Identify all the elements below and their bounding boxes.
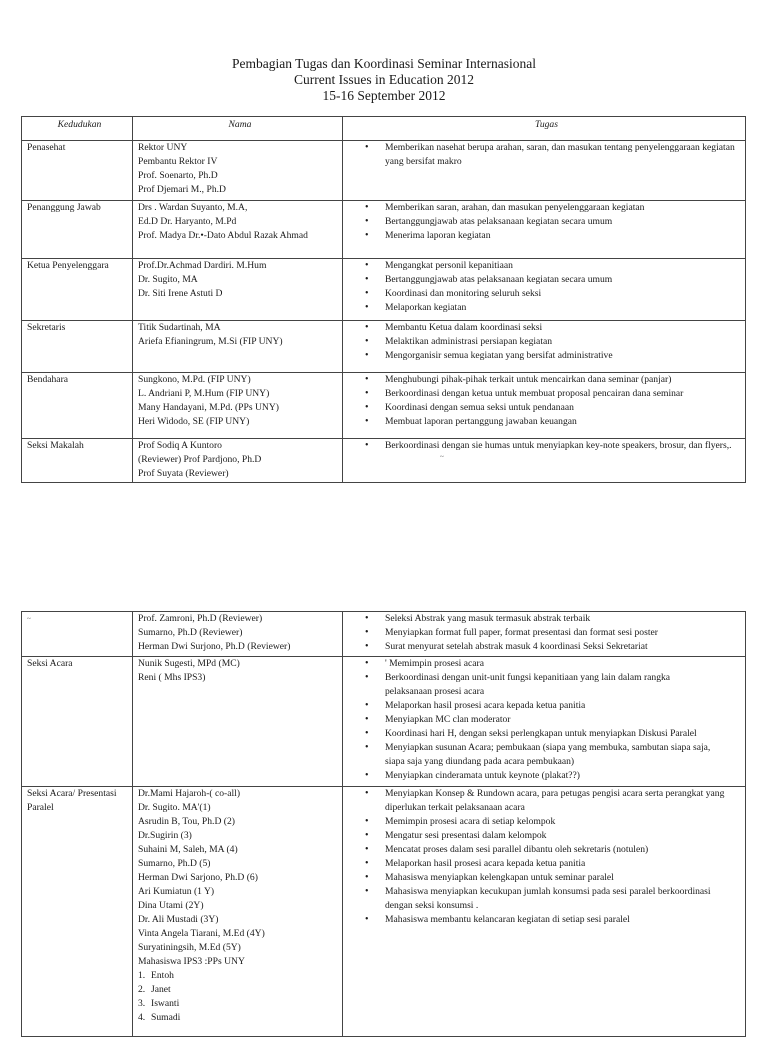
tugas-item: • Membuat laporan pertanggung jawaban keuangan bbox=[348, 415, 745, 429]
row-tugas bbox=[343, 321, 746, 373]
list-item: 4. Sumadi bbox=[138, 1012, 181, 1023]
tugas-item: • Koordinasi dengan semua seksi untuk pendanaan bbox=[348, 401, 745, 415]
tugas-item: • Surat menyurat setelah abstrak masuk 4 koordinasi Seksi Sekretariat bbox=[348, 640, 745, 654]
nama-line: Drs . Wardan Suyanto, M.A, bbox=[138, 202, 248, 213]
tugas-item: • Mahasiswa membantu kelancaran kegiatan di setiap sesi paralel bbox=[348, 913, 745, 927]
nama-line: Pembantu Rektor IV bbox=[138, 156, 218, 167]
row-tugas bbox=[343, 787, 746, 1037]
row-tugas bbox=[343, 141, 746, 201]
nama-line: Prof Sodiq A Kuntoro bbox=[138, 440, 222, 451]
nama-line: Dr. Sugito, MA bbox=[138, 274, 198, 285]
tugas-item: • Menyiapkan format full paper, format presentasi dan format sesi poster bbox=[348, 626, 745, 640]
table-row bbox=[22, 657, 746, 787]
doc-title-line2: Current Issues in Education 2012 bbox=[294, 72, 474, 87]
nama-line: Rektor UNY bbox=[138, 142, 188, 153]
row-nama bbox=[133, 612, 343, 657]
row-kedudukan: Seksi Acara bbox=[22, 657, 133, 787]
tugas-item: • Mahasiswa menyiapkan kecukupan jumlah konsumsi pada sesi paralel berkoordinasi dengan seksi konsumsi . bbox=[348, 885, 715, 913]
nama-line: Titik Sudartinah, MA bbox=[138, 322, 221, 333]
tugas-item: • Menyiapkan cinderamata untuk keynote (plakat??) bbox=[348, 769, 745, 783]
nama-line: Ed.D Dr. Haryanto, M.Pd bbox=[138, 216, 237, 227]
nama-line: Mahasiswa IPS3 :PPs UNY bbox=[138, 956, 245, 967]
row-kedudukan: Sekretaris bbox=[22, 321, 133, 373]
scan-mark: ~ bbox=[27, 615, 31, 623]
doc-title-line1: Pembagian Tugas dan Koordinasi Seminar Internasional bbox=[231, 56, 537, 71]
row-nama bbox=[133, 141, 343, 201]
tugas-item: • Melaktikan administrasi persiapan kegiatan bbox=[348, 335, 745, 349]
tugas-item: • Seleksi Abstrak yang masuk termasuk abstrak terbaik bbox=[348, 612, 745, 626]
row-nama bbox=[133, 259, 343, 321]
row-kedudukan: Ketua Penyelenggara bbox=[22, 259, 133, 321]
row-kedudukan bbox=[22, 612, 133, 657]
table-row bbox=[22, 201, 746, 259]
tugas-item: • Berkoordinasi dengan ketua untuk membuat proposal pencairan dana seminar bbox=[348, 387, 745, 401]
duty-table-2 bbox=[21, 611, 746, 1037]
tugas-item: • Memberikan saran, arahan, dan masukan penyelenggaraan kegiatan bbox=[348, 201, 745, 215]
nama-line: Dina Utami (2Y) bbox=[138, 900, 204, 911]
row-nama bbox=[133, 439, 343, 483]
tugas-item: • Menyiapkan MC clan moderator bbox=[348, 713, 745, 727]
row-nama bbox=[133, 373, 343, 439]
nama-line: Suhaini M, Saleh, MA (4) bbox=[138, 844, 238, 855]
nama-line: Vinta Angela Tiarani, M.Ed (4Y) bbox=[138, 928, 265, 939]
tugas-item: • Berkoordinasi dengan sie humas untuk menyiapkan key-note speakers, brosur, dan flyers,. bbox=[348, 439, 735, 453]
row-tugas bbox=[343, 201, 746, 259]
tugas-item: • Menyiapkan susunan Acara; pembukaan (siapa yang membuka, sambutan siapa saja, siapa saja yang diundang pada acara pembukaan) bbox=[348, 741, 715, 769]
tugas-item: • ' Memimpin prosesi acara bbox=[348, 657, 745, 671]
nama-line: Prof.Dr.Achmad Dardiri. M.Hum bbox=[138, 260, 267, 271]
list-item: 3. Iswanti bbox=[138, 998, 180, 1009]
tugas-item: • Menyiapkan Konsep & Rundown acara, para petugas pengisi acara serta perangkat yang diperlukan terkait pelaksanaan acara bbox=[348, 787, 725, 815]
row-kedudukan: Seksi Acara/ Presentasi Paralel bbox=[22, 787, 133, 1037]
header-nama: Nama bbox=[133, 117, 343, 141]
row-tugas bbox=[343, 657, 746, 787]
student-list bbox=[138, 969, 342, 1025]
tugas-item: • Berkoordinasi dengan unit-unit fungsi kepanitiaan yang lain dalam rangka pelaksanaan prosesi acara bbox=[348, 671, 715, 699]
tugas-item: • Mencatat proses dalam sesi parallel dibantu oleh sekretaris (notulen) bbox=[348, 843, 745, 857]
tugas-item: • Mengatur sesi presentasi dalam kelompok bbox=[348, 829, 745, 843]
doc-title-line3: 15-16 September 2012 bbox=[322, 88, 446, 103]
nama-line: Herman Dwi Sarjono, Ph.D (6) bbox=[138, 872, 258, 883]
tugas-item: • Membantu Ketua dalam koordinasi seksi bbox=[348, 321, 745, 335]
tugas-item: • Menerima laporan kegiatan bbox=[348, 229, 745, 243]
row-tugas bbox=[343, 612, 746, 657]
nama-line: Herman Dwi Surjono, Ph.D (Reviewer) bbox=[138, 641, 291, 652]
table-row bbox=[22, 141, 746, 201]
tugas-item: • Koordinasi dan monitoring seluruh seksi bbox=[348, 287, 745, 301]
nama-line: Dr. Siti Irene Astuti D bbox=[138, 288, 223, 299]
row-kedudukan: Seksi Makalah bbox=[22, 439, 133, 483]
list-item: 1. Entoh bbox=[138, 970, 174, 981]
nama-line: Nunik Sugesti, MPd (MC) bbox=[138, 658, 240, 669]
table-row bbox=[22, 373, 746, 439]
tugas-item: • Memberikan nasehat berupa arahan, saran, dan masukan tentang penyelenggaraan kegiatan yang bersifat makro bbox=[348, 141, 735, 169]
tugas-item: • Memimpin prosesi acara di setiap kelompok bbox=[348, 815, 745, 829]
tugas-item: • Menghubungi pihak-pihak terkait untuk mencairkan dana seminar (panjar) bbox=[348, 373, 745, 387]
list-item: 2. Janet bbox=[138, 984, 171, 995]
table-row bbox=[22, 321, 746, 373]
table-row bbox=[22, 612, 746, 657]
tugas-item: • Bertanggungjawab atas pelaksanaan kegiatan secara umum bbox=[348, 273, 745, 287]
nama-line: Suryatiningsih, M.Ed (5Y) bbox=[138, 942, 241, 953]
duty-table-1 bbox=[21, 116, 746, 483]
nama-line: Reni ( Mhs IPS3) bbox=[138, 672, 206, 683]
nama-line: Prof Suyata (Reviewer) bbox=[138, 468, 229, 479]
tugas-item: • Melaporkan hasil prosesi acara kepada ketua panitia bbox=[348, 699, 745, 713]
table-row bbox=[22, 439, 746, 483]
tugas-item: • Koordinasi hari H, dengan seksi perlengkapan untuk menyiapkan Diskusi Paralel bbox=[348, 727, 745, 741]
tugas-item: • Bertanggungjawab atas pelaksanaan kegiatan secara umum bbox=[348, 215, 745, 229]
nama-line: Prof. Soenarto, Ph.D bbox=[138, 170, 218, 181]
row-tugas bbox=[343, 259, 746, 321]
table-row bbox=[22, 787, 746, 1037]
row-kedudukan: Penanggung Jawab bbox=[22, 201, 133, 259]
nama-line: Ari Kumiatun (1 Y) bbox=[138, 886, 215, 897]
table-header-row bbox=[22, 117, 746, 141]
header-kedudukan: Kedudukan bbox=[22, 117, 133, 141]
nama-line: Dr. Sugito. MA'(1) bbox=[138, 802, 211, 813]
row-nama bbox=[133, 201, 343, 259]
nama-line: Prof Djemari M., Ph.D bbox=[138, 184, 226, 195]
nama-line: Prof. Zamroni, Ph.D (Reviewer) bbox=[138, 613, 263, 624]
row-nama bbox=[133, 657, 343, 787]
tugas-item: • Mengorganisir semua kegiatan yang bersifat administrative bbox=[348, 349, 745, 363]
nama-line: Prof. Madya Dr.•-Dato Abdul Razak Ahmad bbox=[138, 230, 308, 241]
nama-line: Sungkono, M.Pd. (FIP UNY) bbox=[138, 374, 251, 385]
tugas-item: • Melaporkan hasil prosesi acara kepada ketua panitia bbox=[348, 857, 745, 871]
scan-mark: ~ bbox=[440, 453, 444, 461]
nama-line: (Reviewer) Prof Pardjono, Ph.D bbox=[138, 454, 262, 465]
row-tugas bbox=[343, 373, 746, 439]
table-row bbox=[22, 259, 746, 321]
nama-line: Dr.Sugirin (3) bbox=[138, 830, 192, 841]
nama-line: Sumarno, Ph.D (5) bbox=[138, 858, 211, 869]
header-tugas: Tugas bbox=[343, 117, 746, 141]
row-kedudukan: Bendahara bbox=[22, 373, 133, 439]
nama-line: Asrudin B, Tou, Ph.D (2) bbox=[138, 816, 235, 827]
row-nama bbox=[133, 321, 343, 373]
nama-line: Heri Widodo, SE (FIP UNY) bbox=[138, 416, 250, 427]
row-tugas bbox=[343, 439, 746, 483]
nama-line: Sumarno, Ph.D (Reviewer) bbox=[138, 627, 243, 638]
nama-line: Ariefa Efianingrum, M.Si (FIP UNY) bbox=[138, 336, 283, 347]
nama-line: L. Andriani P, M.Hum (FIP UNY) bbox=[138, 388, 270, 399]
nama-line: Many Handayani, M.Pd. (PPs UNY) bbox=[138, 402, 279, 413]
row-kedudukan: Penasehat bbox=[22, 141, 133, 201]
nama-line: Dr. Ali Mustadi (3Y) bbox=[138, 914, 219, 925]
tugas-item: • Mengangkat personil kepanitiaan bbox=[348, 259, 745, 273]
row-nama bbox=[133, 787, 343, 1037]
tugas-item: • Mahasiswa menyiapkan kelengkapan untuk seminar paralel bbox=[348, 871, 745, 885]
nama-line: Dr.Mami Hajaroh-( co-all) bbox=[138, 788, 241, 799]
tugas-item: • Melaporkan kegiatan bbox=[348, 301, 745, 315]
